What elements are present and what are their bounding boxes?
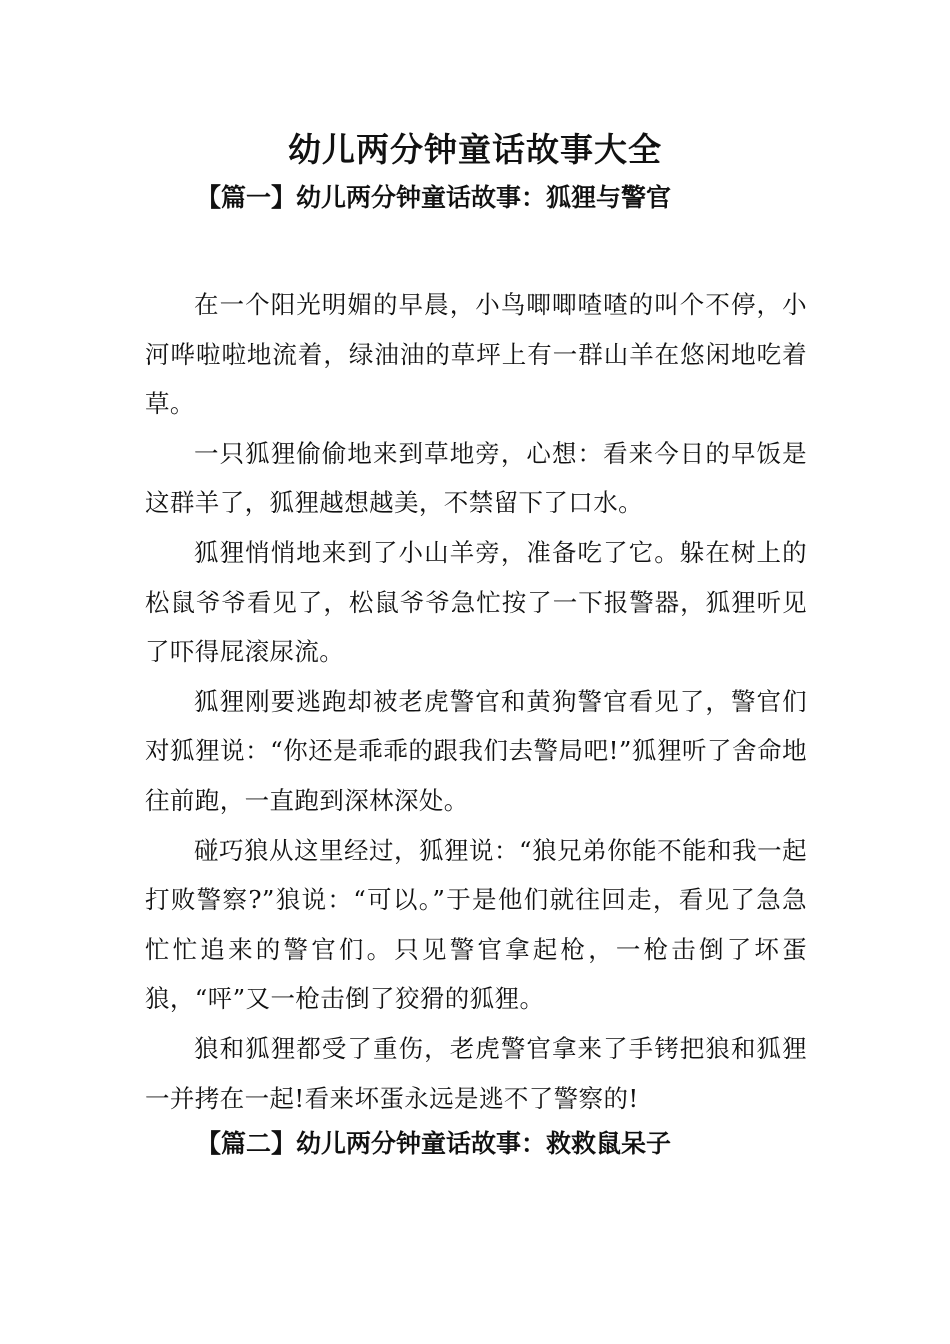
section-heading-1: 【篇一】幼儿两分钟童话故事：狐狸与警官 — [196, 183, 672, 212]
paragraph: 狐狸刚要逃跑却被老虎警官和黄狗警官看见了，警官们对狐狸说：“你还是乖乖的跟我们去警局吧!”狐狸听了舍命地往前跑，一直跑到深林深处。 — [145, 686, 807, 815]
paragraph: 在一个阳光明媚的早晨，小鸟唧唧喳喳的叫个不停，小河哗啦啦地流着，绿油油的草坪上有一群山羊在悠闲地吃着草。 — [145, 290, 807, 419]
paragraph: 碰巧狼从这里经过，狐狸说：“狼兄弟你能不能和我一起打败警察?”狼说：“可以。”于是他们就往回走，看见了急急忙忙追来的警官们。只见警官拿起枪，一枪击倒了坏蛋狼，“呯”又一枪击倒了狡猾的狐狸。 — [145, 835, 807, 1014]
story-body — [145, 280, 807, 1123]
paragraph: 狼和狐狸都受了重伤，老虎警官拿来了手铐把狼和狐狸一并拷在一起!看来坏蛋永远是逃不了警察的! — [145, 1033, 807, 1113]
section-heading-2: 【篇二】幼儿两分钟童话故事：救救鼠呆子 — [196, 1129, 672, 1158]
document-title: 幼儿两分钟童话故事大全 — [288, 130, 662, 169]
paragraph: 狐狸悄悄地来到了小山羊旁，准备吃了它。躲在树上的松鼠爷爷看见了，松鼠爷爷急忙按了一下报警器，狐狸听见了吓得屁滚尿流。 — [145, 537, 807, 667]
paragraph: 一只狐狸偷偷地来到草地旁，心想：看来今日的早饭是这群羊了，狐狸越想越美，不禁留下了口水。 — [145, 438, 807, 518]
